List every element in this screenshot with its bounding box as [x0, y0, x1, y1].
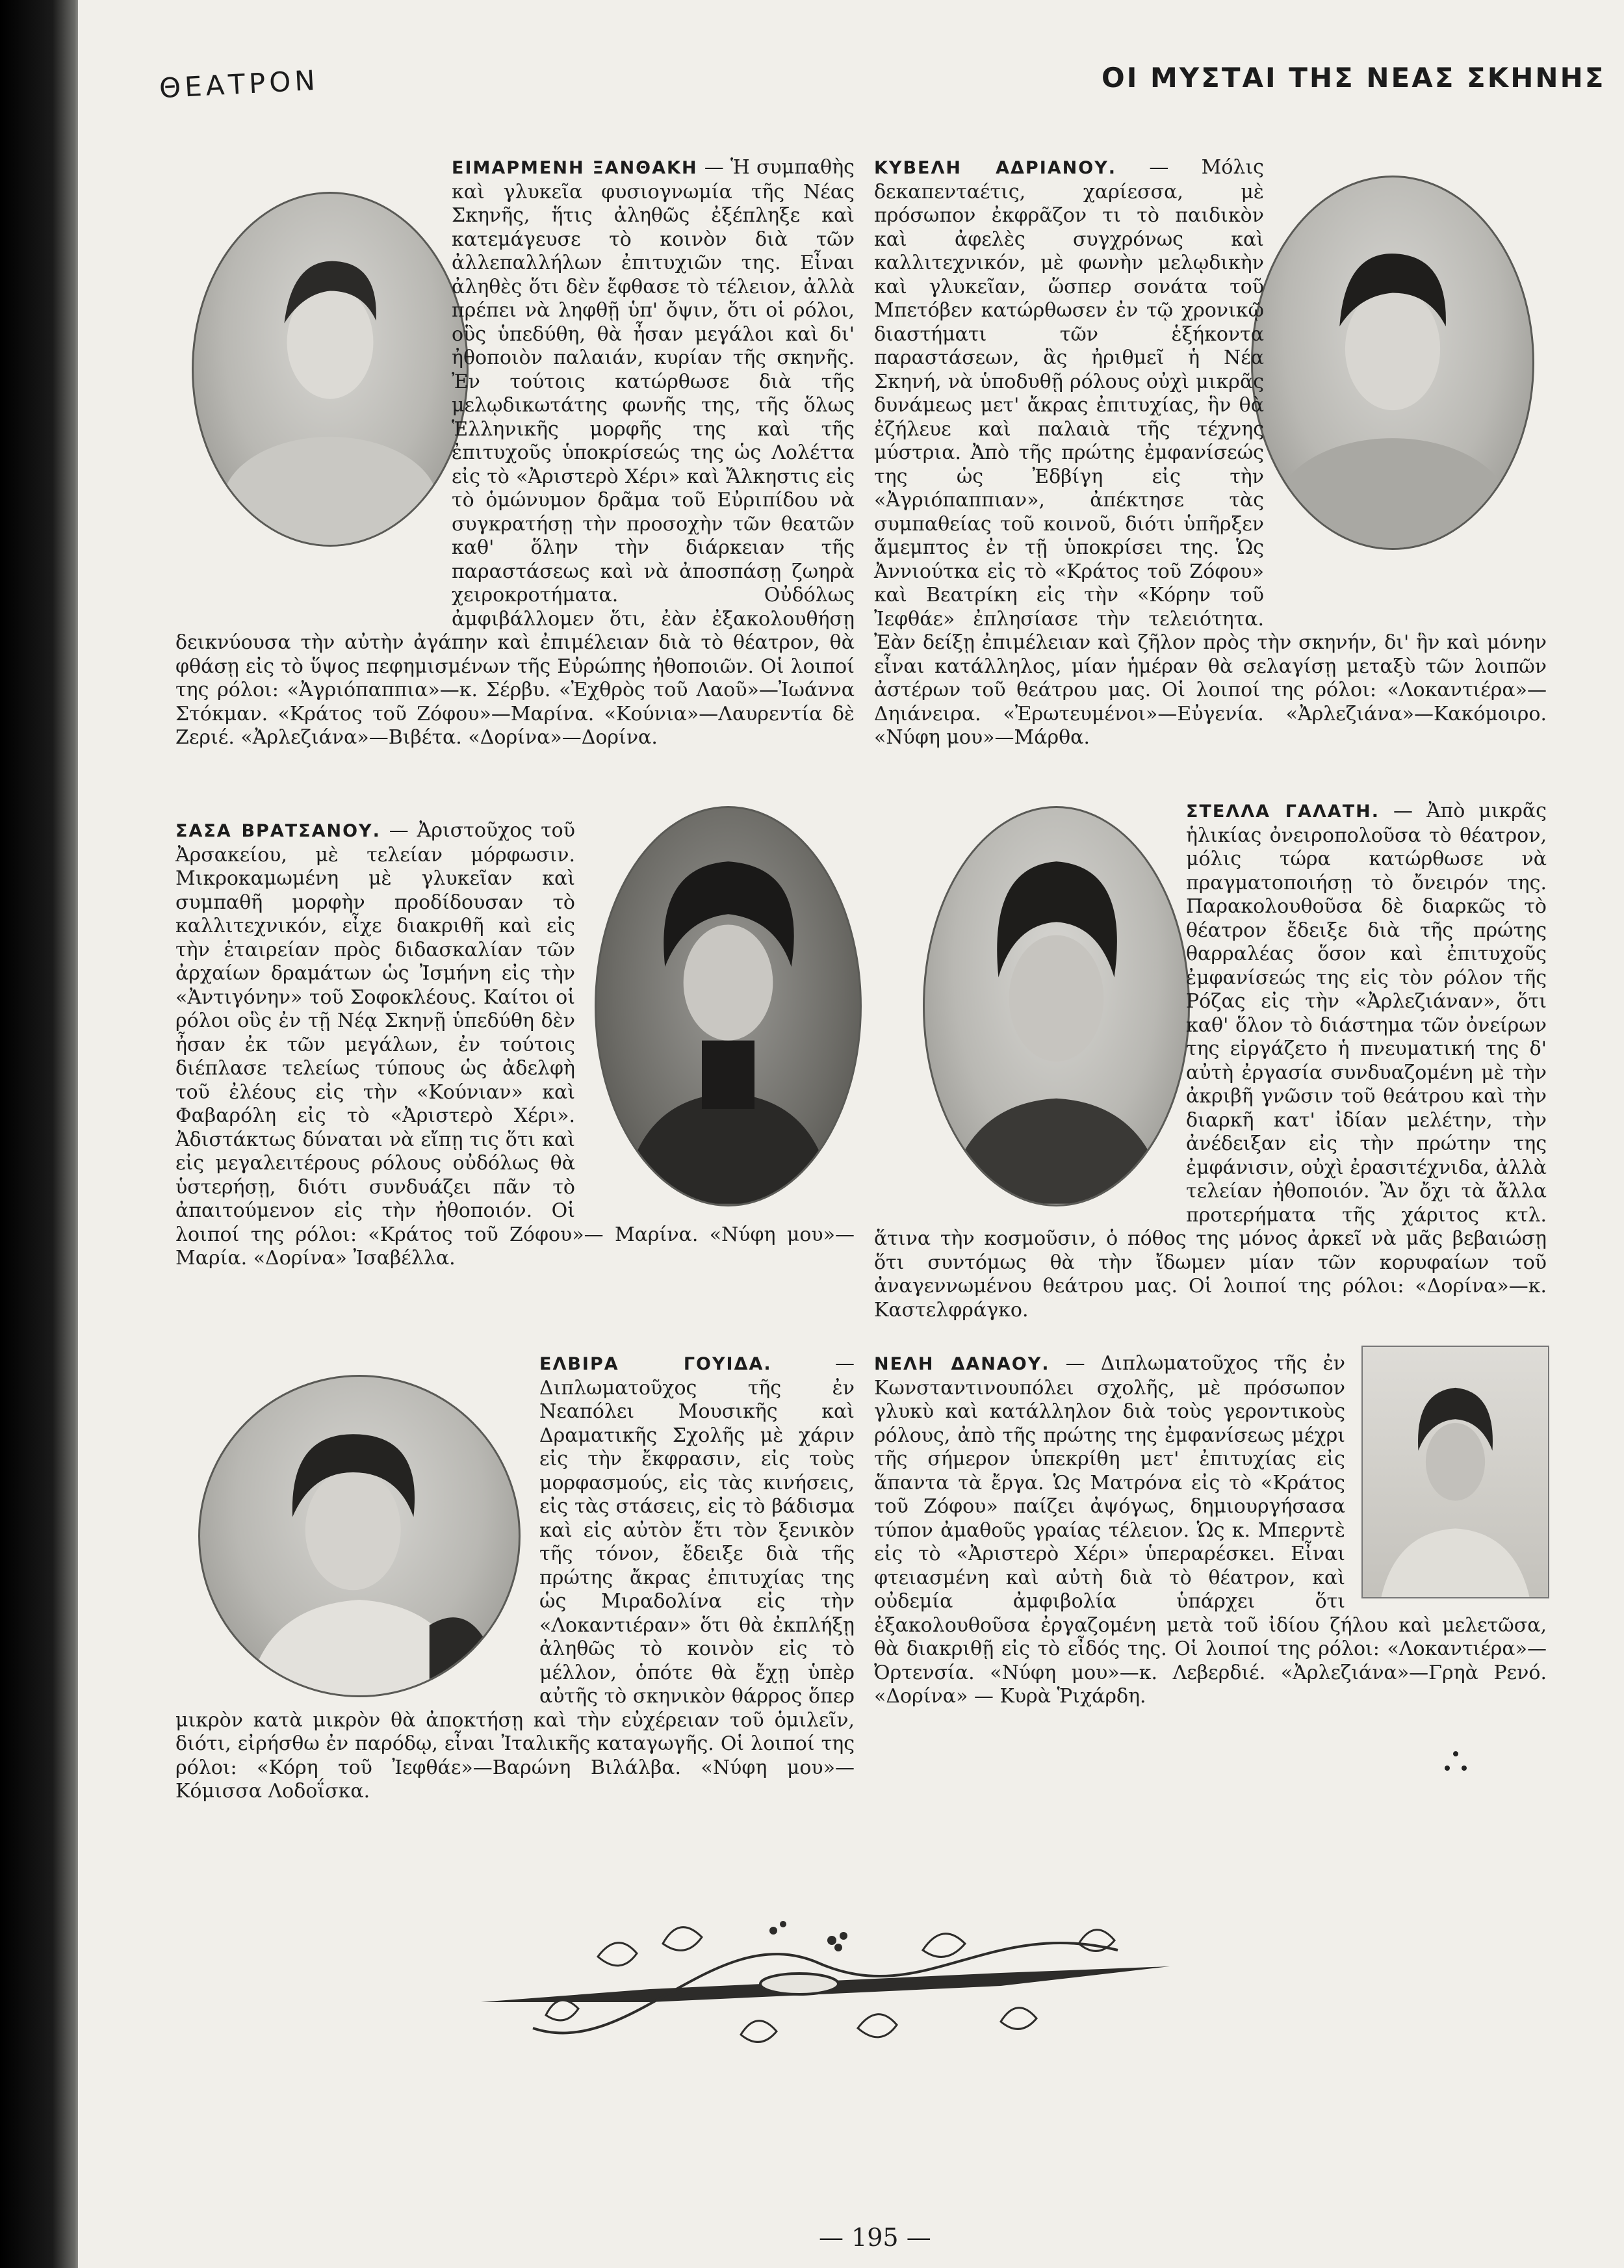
page-number: — 195 — — [819, 2223, 931, 2252]
actress-name: ΣΑΣΑ ΒΡΑΤΣΑΝΟΥ. — [175, 821, 381, 841]
actress-name: ΕΛΒΙΡΑ ΓΟΥΙΔΑ. — [539, 1354, 772, 1374]
article-elvira — [175, 1352, 855, 1804]
ornament-dots — [1439, 1749, 1472, 1775]
running-head-left: ΘΕΑΤΡΟΝ — [158, 64, 320, 105]
article-body: — Διπλωματοῦχος τῆς ἐν Κωνσταντινουπόλει σχολῆς, μὲ πρόσωπον γλυκὺ καὶ κατάλληλον διὰ τοὺς γεροντικοὺς ρόλους, ἀπὸ τῆς πρώτης της ἐμφανίσεως μέχρι τῆς σήμερον ὑπεκρίθη μετ' ἐπιτυχίας εἰς ἅπαντα τὰ ἔργα. Ὡς Ματρόνα εἰς τὸ «Κράτος τοῦ Ζόφου» παίζει ἀψόγως, δημιουργήσασα τύπον ἀμαθοῦς γραίας τέλειον. Ὡς κ. Μπερντὲ εἰς τὸ «Ἀριστερὸ Χέρι» ὑπεραρέσκει. Εἶναι φτειασμένη καὶ αὐτὴ διὰ τὸ θέατρον, καὶ οὐδεμία ἀμφιβολία ὑπάρχει ὅτι ἐξακολουθοῦσα ἐργαζομένη μετὰ τοῦ ἰδίου ζήλου καὶ μελετῶσα, θὰ διακριθῇ εἰς τὸ εἶδός της. Οἱ λοιποί της ρόλοι: «Λοκαντιέρα»—Ὀρτενσία. «Νύφη μου»—κ. Λεβερδιέ. «Ἀρλεζιάνα»—Γρηὰ Ρενό. «Δορίνα» — Κυρὰ Ῥιχάρδη. — [874, 1352, 1547, 1708]
text-wrap-spacer — [575, 819, 855, 1222]
article-body: — Διπλωματοῦχος τῆς ἐν Νεαπόλει Μουσικῆς καὶ Δραματικῆς Σχολῆς μὲ χάριν εἰς τὴν ἔκφρασιν, εἰς τοὺς μορφασμούς, εἰς τὰς κινήσεις, εἰς τὰς στάσεις, εἰς τὸ βάδισμα καὶ εἰς αὐτὸν ἔτι τὸν ξενικὸν τῆς τόνον, ἔδειξε διὰ τῆς πρώτης ἄκρας ἐπιτυχίας της ὡς Μιραδολίνα εἰς τὴν «Λοκαντιέραν» ὅτι θὰ ἐκπλήξῃ ἀληθῶς τὸ κοινὸν εἰς τὸ μέλλον, ὁπότε θὰ ἔχῃ ὑπὲρ αὐτῆς τὸ σκηνικὸν θάρρος ὅπερ μικρὸν κατὰ μικρὸν θὰ ἀποκτήσῃ καὶ τὴν εὐχέρειαν τοῦ ὁμιλεῖν, διότι, εἰρήσθω ἐν παρόδῳ, εἶναι Ἰταλικῆς καταγωγῆς. Οἱ λοιποί της ρόλοι: «Κόρη τοῦ Ἰεφθάε»—Βαρώνη Βιλάλβα. «Νύφη μου»—Κόμισσα Λοδοΐσκα. — [175, 1352, 855, 1803]
article-kyveli — [874, 156, 1547, 750]
text-wrap-spacer — [1264, 156, 1547, 611]
article-neli — [874, 1352, 1547, 1709]
running-head-right: ΟΙ ΜΥΣΤΑΙ ΤΗΣ ΝΕΑΣ ΣΚΗΝΗΣ — [1102, 62, 1606, 94]
article-body: — Ἡ συμπαθὴς καὶ γλυκεῖα φυσιογνωμία τῆς Νέας Σκηνῆς, ἥτις ἀληθῶς ἐξέπληξε καὶ κατεμάγευσε τὸ κοινὸν διὰ τῶν ἀλλεπαλλήλων ἐπιτυχιῶν της. Εἶναι ἀληθὲς ὅτι δὲν ἔφθασε τὸ τέλειον, ἀλλὰ πρέπει νὰ ληφθῇ ὑπ' ὄψιν, ὅτι οἱ ρόλοι, οὓς ὑπεδύθη, θὰ ἦσαν μεγάλοι καὶ δι' ἠθοποιὸν παλαιάν, κυρίαν τῆς σκηνῆς. Ἐν τούτοις κατώρθωσε διὰ τῆς μελῳδικωτάτης φωνῆς της, τῆς ὅλως Ἑλληνικῆς μορφῆς της καὶ τῆς ἐπιτυχοῦς ὑποκρίσεώς της ὡς Λολέττα εἰς τὸ «Ἀριστερὸ Χέρι» καὶ Ἄλκηστις εἰς τὸ ὁμώνυμον δρᾶμα τοῦ Εὐριπίδου νὰ συγκρατήσῃ τὴν προσοχὴν τῶν θεατῶν καθ' ὅλην τὴν διάρκειαν τῆς παραστάσεως καὶ νὰ ἀποσπάσῃ ζωηρὰ χειροκροτήματα. Οὐδόλως ἀμφιβάλλομεν ὅτι, ἐὰν ἐξακολουθήσῃ δεικνύουσα τὴν αὐτὴν ἀγάπην καὶ ἐπιμέλειαν διὰ τὸ θέατρον, θὰ φθάσῃ εἰς τὸ ὕψος πεφημισμένων τῆς Εὐρώπης ἠθοποιῶν. Οἱ λοιποί της ρόλοι: «Ἀγριόπαππια»—κ. Σέρβυ. «Ἐχθρὸς τοῦ Λαοῦ»—Ἰωάννα Στόκμαν. «Κράτος τοῦ Ζόφου»—Μαρίνα. «Κούνια»—Λαυρεντία δὲ Ζεριέ. «Ἀρλεζιάνα»—Βιβέτα. «Δορίνα»—Δορίνα. — [175, 156, 855, 749]
actress-name: ΕΙΜΑΡΜΕΝΗ ΞΑΝΘΑΚΗ — [452, 158, 698, 178]
article-stella — [874, 800, 1547, 1322]
article-body: — Ἀπὸ μικρᾶς ἡλικίας ὀνειροπολοῦσα τὸ θέατρον, μόλις τώρα κατώρθωσε νὰ πραγματοποιήσῃ τὸ ὄνειρόν της. Παρακολουθοῦσα δὲ διαρκῶς τὸ θέατρον ἔδειξε διὰ τῆς πρώτης θαρραλέας ὅσον καὶ ἐπιτυχοῦς ἐμφανίσεώς της εἰς τὸν ρόλον τῆς Ρόζας εἰς τὴν «Ἀρλεζιάναν», ὅτι καθ' ὅλον τὸ διάστημα τῶν ὀνείρων της εἰργάζετο ἡ πνευματική της δ' αὐτὴ ἐργασία συνδυαζομένη μὲ τὴν ἀκριβῆ γνῶσιν τοῦ θεάτρου καὶ τὴν διαρκῆ κατ' ἰδίαν μελέτην, τὴν ἀνέδειξαν εἰς τὴν πρώτην της ἐμφάνισιν, οὐχὶ ἐρασιτέχνιδα, ἀλλὰ τελείαν ἠθοποιόν. Ἂν ὄχι τὰ ἄλλα προτερήματα τῆς χάριτος κτλ. ἅτινα τὴν κοσμοῦσιν, ὁ πόθος της μόνος ἀρκεῖ νὰ μᾶς βεβαιώσῃ ὅτι συντόμως θὰ τὴν ἴδωμεν μίαν τῶν κορυφαίων τοῦ ἀναγεννωμένου θεάτρου μας. Οἱ λοιποί της ρόλοι: «Δορίνα»—κ. Καστελφράγκο. — [874, 800, 1547, 1322]
article-sasa — [175, 819, 855, 1271]
actress-name: ΚΥΒΕΛΗ ΑΔΡΙΑΝΟΥ. — [874, 158, 1117, 178]
article-eimarmeni — [175, 156, 855, 750]
actress-name: ΣΤΕΛΛΑ ΓΑΛΑΤΗ. — [1186, 802, 1380, 822]
pen-ivy-ornament — [468, 1905, 1183, 2074]
text-wrap-spacer — [175, 156, 452, 631]
book-spine — [0, 0, 88, 2268]
text-wrap-spacer — [175, 1352, 539, 1706]
actress-name: ΝΕΛΗ ΔΑΝΑΟΥ. — [874, 1354, 1050, 1374]
article-body: — Μόλις δεκαπενταέτις, χαρίεσσα, μὲ πρόσωπον ἐκφρᾶζον τι τὸ παιδικὸν καὶ ἀφελὲς συγχρόνως καὶ καλλιτεχνικόν, μὲ φωνὴν μελῳδικὴν καὶ γλυκεῖαν, ὥσπερ σονάτα τοῦ Μπετόβεν κατώρθωσεν ἐν τῷ χρονικῷ διαστήματι τῶν ἑξήκοντα παραστάσεων, ἃς ἠριθμεῖ ἡ Νέα Σκηνή, νὰ ὑποδυθῇ ρόλους οὐχὶ μικρᾶς δυνάμεως μετ' ἄκρας ἐπιτυχίας, ἣν θὰ ἐζήλευε καὶ παλαιὰ τῆς τέχνης μύστρια. Ἀπὸ τῆς πρώτης ἐμφανίσεώς της ὡς Ἐδβίγη εἰς τὴν «Ἀγριόπαππιαν», ἀπέκτησε τὰς συμπαθείας τοῦ κοινοῦ, διότι ὑπῆρξεν ἄμεμπτος ἐν τῇ ὑποκρίσει της. Ὡς Ἀννιούτκα εἰς τὸ «Κράτος τοῦ Ζόφου» καὶ Βεατρίκη εἰς τὴν «Κόρην τοῦ Ἰεφθάε» ἐπλησίασε τὴν τελειότητα. Ἐὰν δείξῃ ἐπιμέλειαν καὶ ζῆλον πρὸς τὴν σκηνήν, δι' ἣν καὶ μόνην εἶναι κατάλληλος, μίαν ἡμέραν θὰ σελαγίσῃ μεταξὺ τῶν λοιπῶν ἀστέρων τοῦ θεάτρου μας. Οἱ λοιποί της ρόλοι: «Λοκαντιέρα»—Δηιάνειρα. «Ἐρωτευμένοι»—Εὐγενία. «Ἀρλεζιάνα»—Κακόμοιρο. «Νύφη μου»—Μάρθα. — [874, 156, 1547, 749]
text-wrap-spacer — [1345, 1352, 1547, 1612]
article-body: — Ἀριστοῦχος τοῦ Ἀρσακείου, μὲ τελείαν μόρφωσιν. Μικροκαμωμένη μὲ γλυκεῖαν καὶ συμπαθῆ μορφὴν προδίδουσαν τὸ καλλιτεχνικόν, εἶχε διακριθῆ καὶ εἰς τὴν ἑταιρείαν πρὸς διδασκαλίαν τῶν ἀρχαίων δραμάτων ὡς Ἰσμήνη εἰς τὴν «Ἀντιγόνην» τοῦ Σοφοκλέους. Καίτοι οἱ ρόλοι οὓς ἐν τῇ Νέᾳ Σκηνῇ ὑπεδύθη δὲν ἦσαν ἐκ τῶν μεγάλων, ἐν τούτοις διέπλασε τελείως τύπους ὡς ἀδελφὴ τοῦ ἐλέους εἰς τὴν «Κούνιαν» καὶ Φαβαρόλη εἰς τὸ «Ἀριστερὸ Χέρι». Ἀδιστάκτως δύναται νὰ εἴπῃ τις ὅτι καὶ εἰς μεγαλειτέρους ρόλους οὐδόλως θὰ ὑστερήσῃ, διότι συνδυάζει πᾶν τὸ ἀπαιτούμενον εἰς τὴν ἠθοποιόν. Οἱ λοιποί της ρόλοι: «Κράτος τοῦ Ζόφου»— Μαρίνα. «Νύφη μου»—Μαρία. «Δορίνα» Ἰσαβέλλα. — [175, 819, 855, 1270]
text-wrap-spacer — [874, 800, 1186, 1222]
